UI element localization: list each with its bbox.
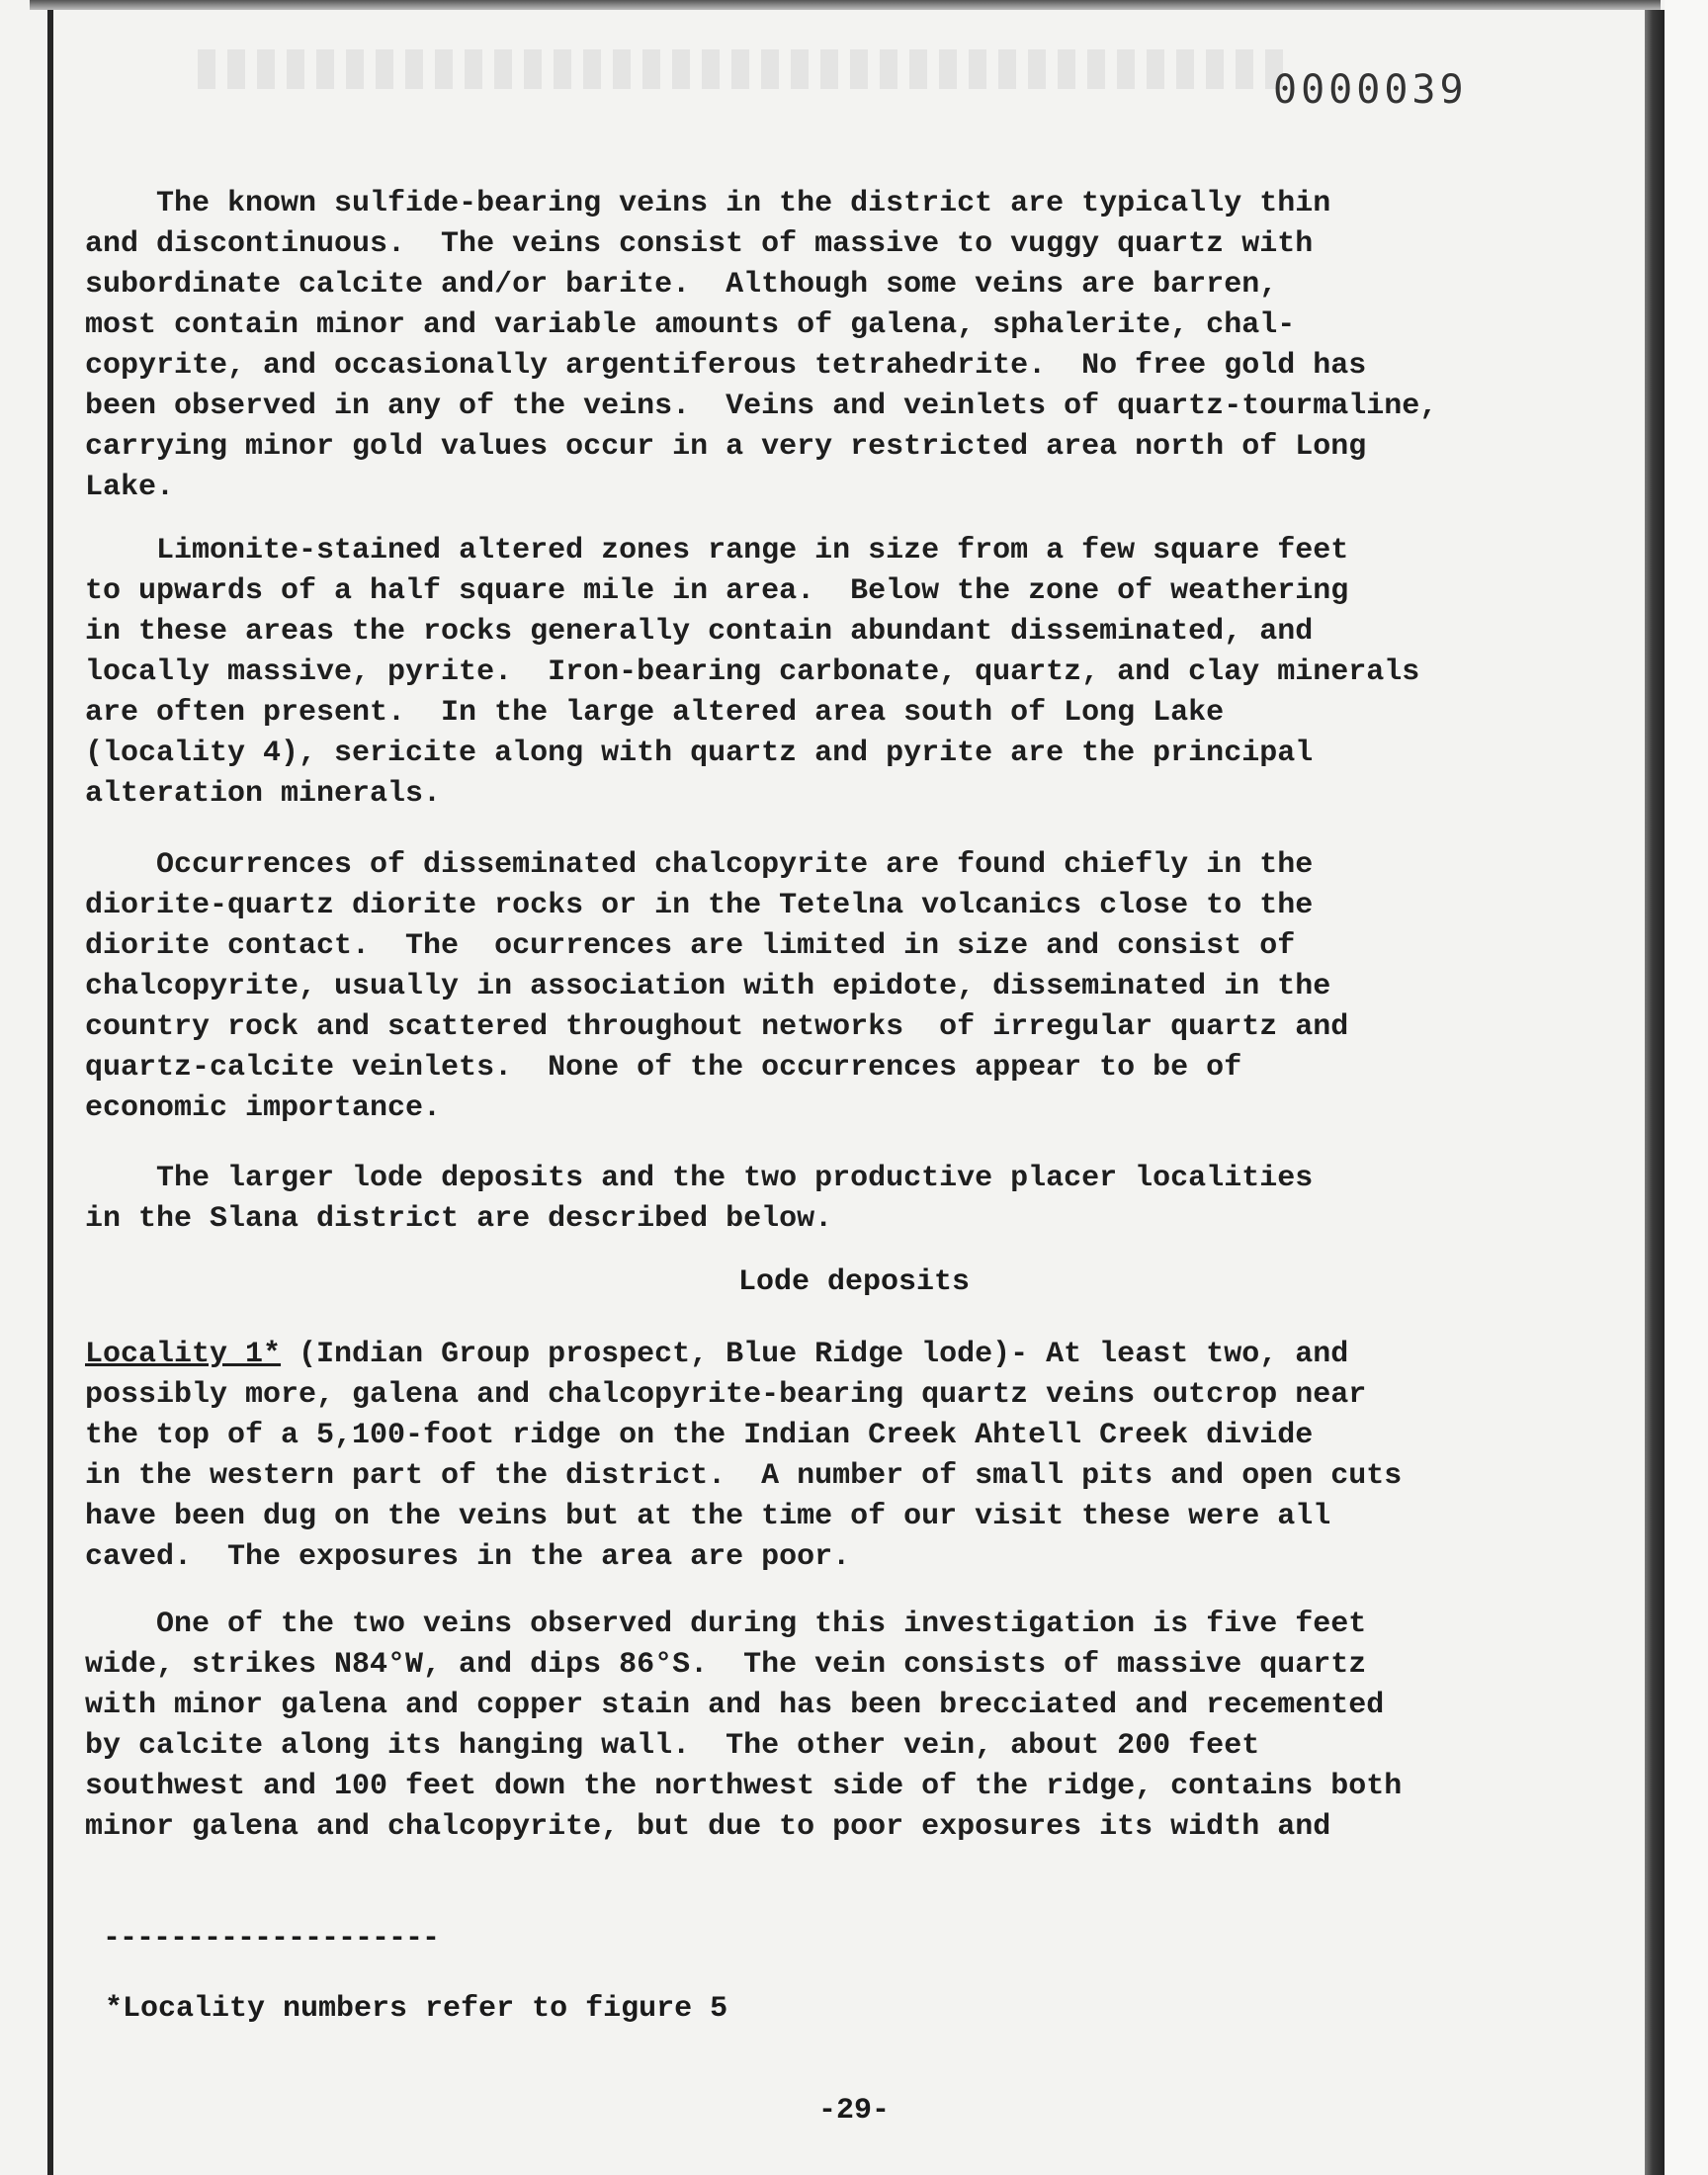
paragraph-two-veins: One of the two veins observed during this investigation is five feet wide, strikes N84°W, and dips 86°S. The vein consists of massive quartz with minor galena and copper stain and has been brecciated and recemented by calcite along its hanging wall. The other vein, about 200 feet southwest and 100 feet down the northwest side of the ridge, contains both minor galena and chalcopyrite, but due to poor exposures its width and (85, 1608, 1403, 1844)
paragraph-locality-1 (85, 1335, 1597, 1578)
section-heading: Lode deposits (737, 1265, 971, 1299)
scan-right-edge (1645, 10, 1665, 2175)
paragraph-limonite-zones: Limonite-stained altered zones range in size from a few square feet to upwards of a half square mile in area. Below the zone of weathering in these areas the rocks generally contain abundant disseminated, and locally massive, pyrite. Iron-bearing carbonate, quartz, and clay minerals are often present. In the large altered area south of Long Lake (locality 4), sericite along with quartz and pyrite are the principal alteration minerals. (85, 534, 1420, 811)
locality-label: Locality 1* (85, 1338, 282, 1371)
paragraph-sulfide-veins: The known sulfide-bearing veins in the district are typically thin and discontinuous. The veins consist of massive to vuggy quartz with subordinate calcite and/or barite. Although some veins are barren, most contain minor and variable amounts of galena, sphalerite, chal- copyrite, and occasionally argentiferous tetrahedrite. No free gold has been observed in any of the veins. Veins and veinlets of quartz-tourmaline, carrying minor gold values occur in a very restricted area north of Long Lake. (85, 187, 1438, 504)
bleed-through-text (198, 49, 1285, 89)
footnote: *Locality numbers refer to figure 5 (105, 1992, 728, 2026)
document-number: 0000039 (1273, 67, 1468, 113)
scan-right-margin (1665, 0, 1708, 2175)
footnote-divider: -------------------- (103, 1922, 440, 1956)
scan-top-edge (30, 0, 1661, 10)
locality-text: (Indian Group prospect, Blue Ridge lode)- At least two, and possibly more, galena and chalcopyrite-bearing quartz veins outcrop near the top of a 5,100-foot ridge on the Indian Creek Ahtell Creek divide in the western part of the district. A number of small pits and open cuts have been dug on the veins but at the time of our visit these were all caved. The exposures in the area are poor. (85, 1338, 1403, 1574)
page-number: -29- (817, 2094, 890, 2128)
scan-left-edge (47, 10, 53, 2175)
paragraph-lode-intro: The larger lode deposits and the two productive placer localities in the Slana district are described below. (85, 1162, 1314, 1236)
paragraph-chalcopyrite: Occurrences of disseminated chalcopyrite are found chiefly in the diorite-quartz diorite rocks or in the Tetelna volcanics close to the diorite contact. The ocurrences are limited in size and consist of chalcopyrite, usually in association with epidote, disseminated in the country rock and scattered throughout networks of irregular quartz and quartz-calcite veinlets. None of the occurrences appear to be of economic importance. (85, 848, 1349, 1125)
